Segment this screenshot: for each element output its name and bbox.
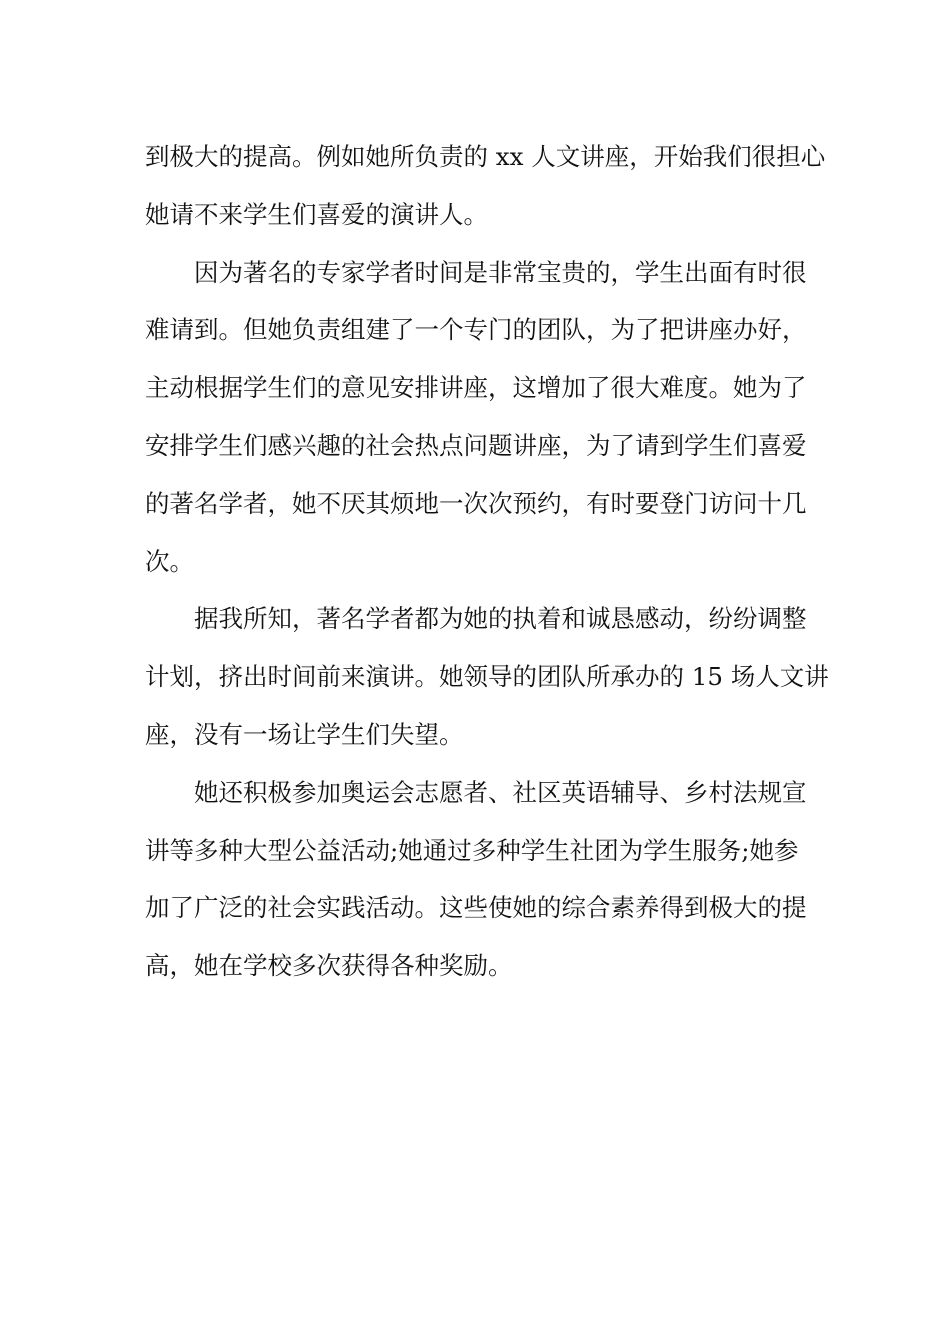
text-line: 难请到。但她负责组建了一个专门的团队，为了把讲座办好， <box>145 315 807 345</box>
text-line: 计划，挤出时间前来演讲。她领导的团队所承办的 15 场人文讲 <box>145 662 829 692</box>
text-line: 到极大的提高。例如她所负责的 xx 人文讲座，开始我们很担心 <box>145 142 826 171</box>
text-line: 的著名学者，她不厌其烦地一次次预约，有时要登门访问十几 <box>145 488 807 518</box>
text-line: 座，没有一场让学生们失望。 <box>145 719 464 749</box>
document-body <box>145 128 829 995</box>
paragraph-2 <box>145 244 807 591</box>
paragraph-3 <box>145 590 829 763</box>
text-line: 次。 <box>145 546 194 576</box>
text-line: 据我所知，著名学者都为她的执着和诚恳感动，纷纷调整 <box>194 604 807 634</box>
text-line: 讲等多种大型公益活动;她通过多种学生社团为学生服务;她参 <box>145 835 799 865</box>
text-line: 加了广泛的社会实践活动。这些使她的综合素养得到极大的提 <box>145 893 807 923</box>
text-line: 安排学生们感兴趣的社会热点问题讲座，为了请到学生们喜爱 <box>145 430 807 460</box>
paragraph-1 <box>145 128 826 244</box>
text-line: 因为著名的专家学者时间是非常宝贵的，学生出面有时很 <box>194 257 807 287</box>
text-line: 高，她在学校多次获得各种奖励。 <box>145 951 513 981</box>
text-line: 主动根据学生们的意见安排讲座，这增加了很大难度。她为了 <box>145 373 807 403</box>
text-line: 她请不来学生们喜爱的演讲人。 <box>145 199 488 229</box>
text-line: 她还积极参加奥运会志愿者、社区英语辅导、乡村法规宣 <box>194 777 807 807</box>
paragraph-4 <box>145 764 807 995</box>
